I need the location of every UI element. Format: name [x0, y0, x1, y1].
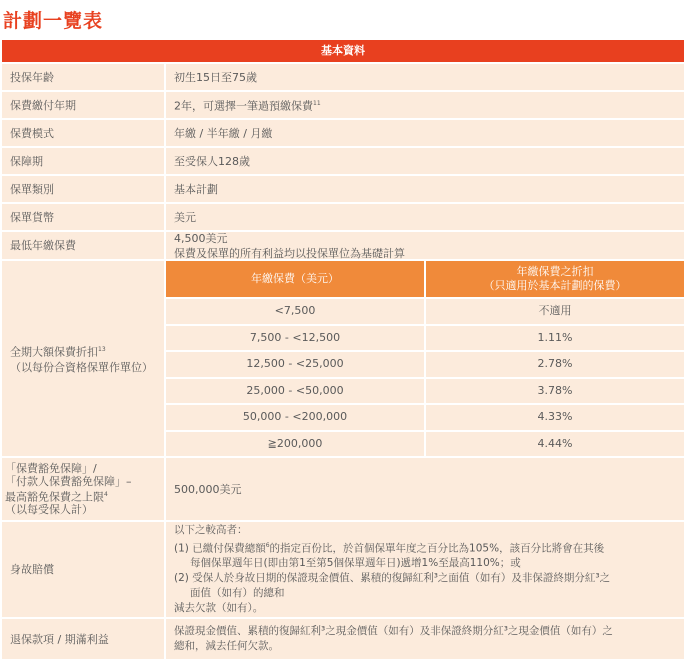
row-value: 基本計劃 — [174, 182, 218, 196]
table-row — [2, 146, 684, 174]
row-value: 500,000美元 — [174, 482, 242, 496]
row-label: 保障期 — [2, 148, 166, 174]
row-value: 以下之較高者： (1) 已繳付保費總額$^6$的指定百份比，於首個保單年度之百分比為105%，該百分比將會在其後 每個保單週年日(即由第1至第5個保單週年日)遞增1%至最高110%；或 (2) 受保人於身故日期的保證現金價值、累積的復歸紅利³之面值（如有）及非保證終期分紅³之 面值（如有）的總和 減去欠款（如有）。 — [174, 523, 611, 615]
row-label: 全期大額保費折扣$^{13}$ （以每份合資格保單作單位） — [2, 261, 166, 456]
row-label: 保費模式 — [2, 120, 166, 146]
table-row — [2, 202, 684, 230]
col-header: 年繳保費（美元） — [166, 261, 426, 297]
tier-row: 7,500 - <12,500 1.11% — [166, 324, 684, 351]
table-row — [2, 230, 684, 259]
table-header: 基本資料 — [2, 40, 684, 62]
table-row — [2, 62, 684, 90]
row-value: 初生15日至75歲 — [174, 70, 257, 84]
row-value: 2年，可選擇一筆過預繳保費$^{11}$ — [174, 99, 321, 113]
row-label: 退保款項 / 期滿利益 — [2, 619, 166, 659]
table-row — [2, 90, 684, 118]
col-header: 年繳保費之折扣 （只適用於基本計劃的保費） — [483, 265, 627, 292]
row-label: 身故賠償 — [2, 522, 166, 617]
tier-row: 25,000 - <50,000 3.78% — [166, 377, 684, 404]
row-value: 4,500美元 — [174, 231, 228, 245]
surrender-row — [2, 617, 684, 659]
row-value: 至受保人128歲 — [174, 154, 250, 168]
row-value: 年繳 / 半年繳 / 月繳 — [174, 126, 273, 140]
death-benefit-row — [2, 520, 684, 617]
tier-row: ≧200,000 4.44% — [166, 430, 684, 457]
row-value: 保證現金價值、累積的復歸紅利³之現金價值（如有）及非保證終期分紅³之現金價值（如有）之 總和，減去任何欠款。 — [174, 625, 613, 652]
row-label: 投保年齡 — [2, 64, 166, 90]
row-label: 保單類別 — [2, 176, 166, 202]
row-value: 美元 — [174, 210, 196, 224]
page-title: 計劃一覽表 — [3, 10, 104, 32]
row-label: 保費繳付年期 — [2, 92, 166, 118]
tier-row: 12,500 - <25,000 2.78% — [166, 350, 684, 377]
row-note: 保費及保單的所有利益均以投保單位為基礎計算 — [174, 246, 405, 260]
row-label: 保單貨幣 — [2, 204, 166, 230]
tier-row: <7,500 不適用 — [166, 297, 684, 324]
tier-row: 50,000 - <200,000 4.33% — [166, 403, 684, 430]
discount-table — [166, 261, 684, 456]
plan-summary-table — [2, 40, 684, 659]
row-label: 最低年繳保費 — [2, 232, 166, 259]
waiver-row — [2, 456, 684, 520]
discount-row — [2, 259, 684, 456]
row-label: 「保費豁免保障」/ 「付款人保費豁免保障」– 最高豁免保費之上限$^4$ （以每受保人計） — [2, 458, 166, 520]
table-row — [2, 174, 684, 202]
table-row — [2, 118, 684, 146]
